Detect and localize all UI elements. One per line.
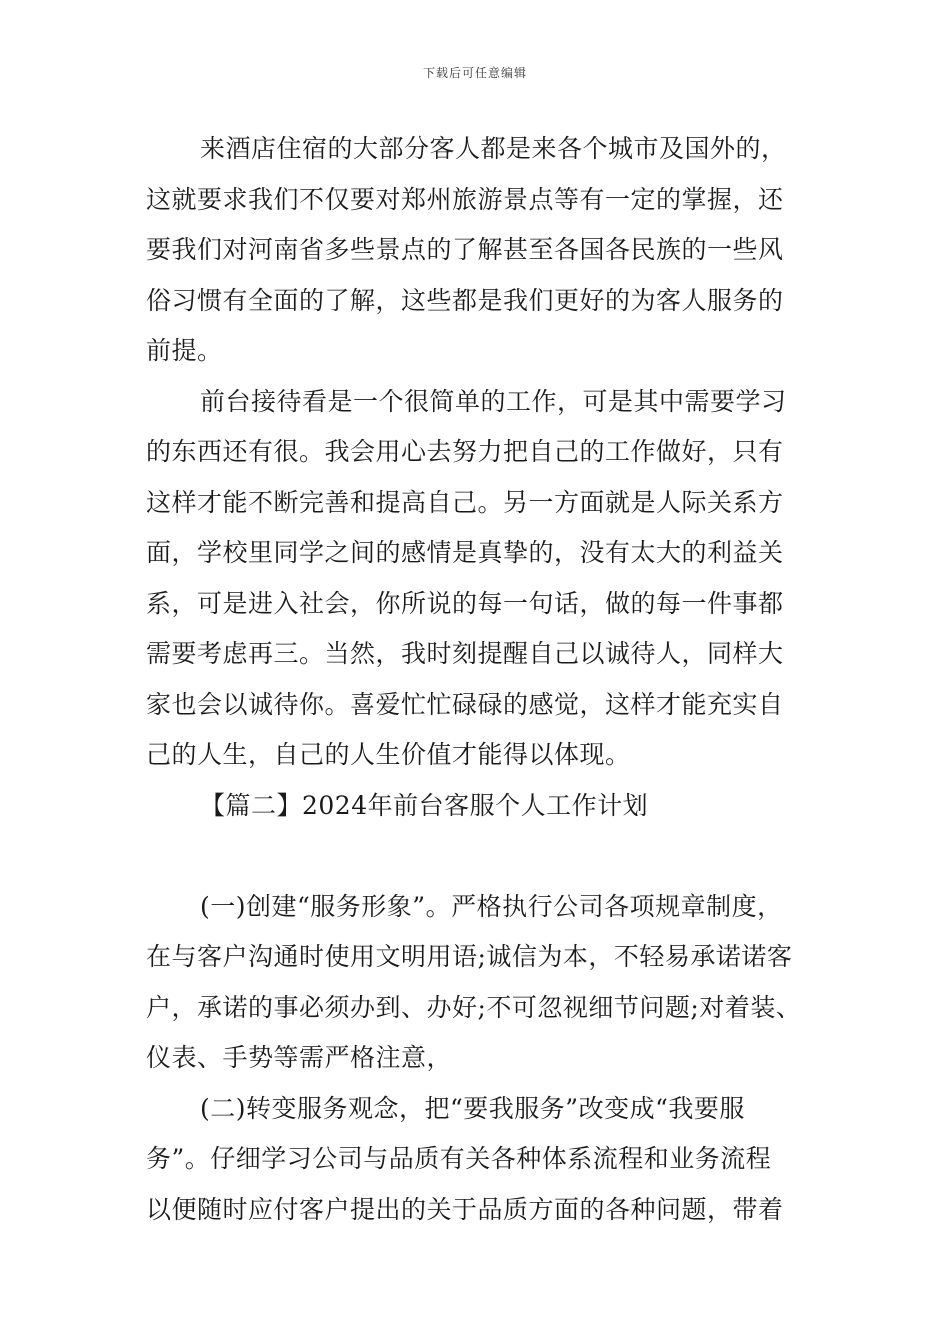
text-line: 俗习惯有全面的了解，这些都是我们更好的为客人服务的 <box>146 285 784 315</box>
text-line: 要我们对河南省多些景点的了解甚至各国各民族的一些风 <box>146 235 784 264</box>
paragraph-service-image <box>146 882 818 1084</box>
text-line: 前提。 <box>146 336 223 365</box>
text-line: 仪表、手势等需严格注意， <box>146 1043 453 1072</box>
paragraph-front-desk-work <box>146 377 818 781</box>
text-line: 面，学校里同学之间的感情是真挚的，没有太大的利益关 <box>146 538 784 567</box>
paragraph-service-concept <box>146 1084 818 1236</box>
text-line: 以便随时应付客户提出的关于品质方面的各种问题，带着 <box>146 1194 784 1224</box>
section-heading <box>146 781 818 832</box>
paragraph-hotel-guests <box>146 124 818 377</box>
text-line: 这样才能不断完善和提高自己。另一方面就是人际关系方 <box>146 487 784 517</box>
text-line: 家也会以诚待你。喜爱忙忙碌碌的感觉，这样才能充实自 <box>146 689 784 719</box>
text-line: 需要考虑再三。当然，我时刻提醒自己以诚待人，同样大 <box>146 639 784 668</box>
section-title: 【篇二】2024年前台客服个人工作计划 <box>200 790 649 820</box>
text-line: 这就要求我们不仅要对郑州旅游景点等有一定的掌握，还 <box>146 184 784 214</box>
text-line: (二)转变服务观念，把“要我服务”改变成“我要服 <box>200 1093 745 1123</box>
document-body <box>146 124 818 1235</box>
text-line: 前台接待看是一个很简单的工作，可是其中需要学习 <box>200 386 787 416</box>
text-line: 务”。仔细学习公司与品质有关各种体系流程和业务流程 <box>146 1144 772 1173</box>
page-header-note: 下载后可任意编辑 <box>422 66 527 80</box>
text-line: 系，可是进入社会，你所说的每一句话，做的每一件事都 <box>146 588 784 618</box>
text-line: 户，承诺的事必须办到、办好;不可忽视细节问题;对着装、 <box>146 992 802 1022</box>
text-line: 来酒店住宿的大部分客人都是来各个城市及国外的， <box>200 134 787 163</box>
text-line: 己的人生，自己的人生价值才能得以体现。 <box>146 740 631 769</box>
text-line: 在与客户沟通时使用文明用语;诚信为本，不轻易承诺诺客 <box>146 942 793 971</box>
blank-line <box>146 831 818 882</box>
text-line: 的东西还有很。我会用心去努力把自己的工作做好，只有 <box>146 437 784 466</box>
text-line: (一)创建“服务形象”。严格执行公司各项规章制度， <box>200 891 783 921</box>
